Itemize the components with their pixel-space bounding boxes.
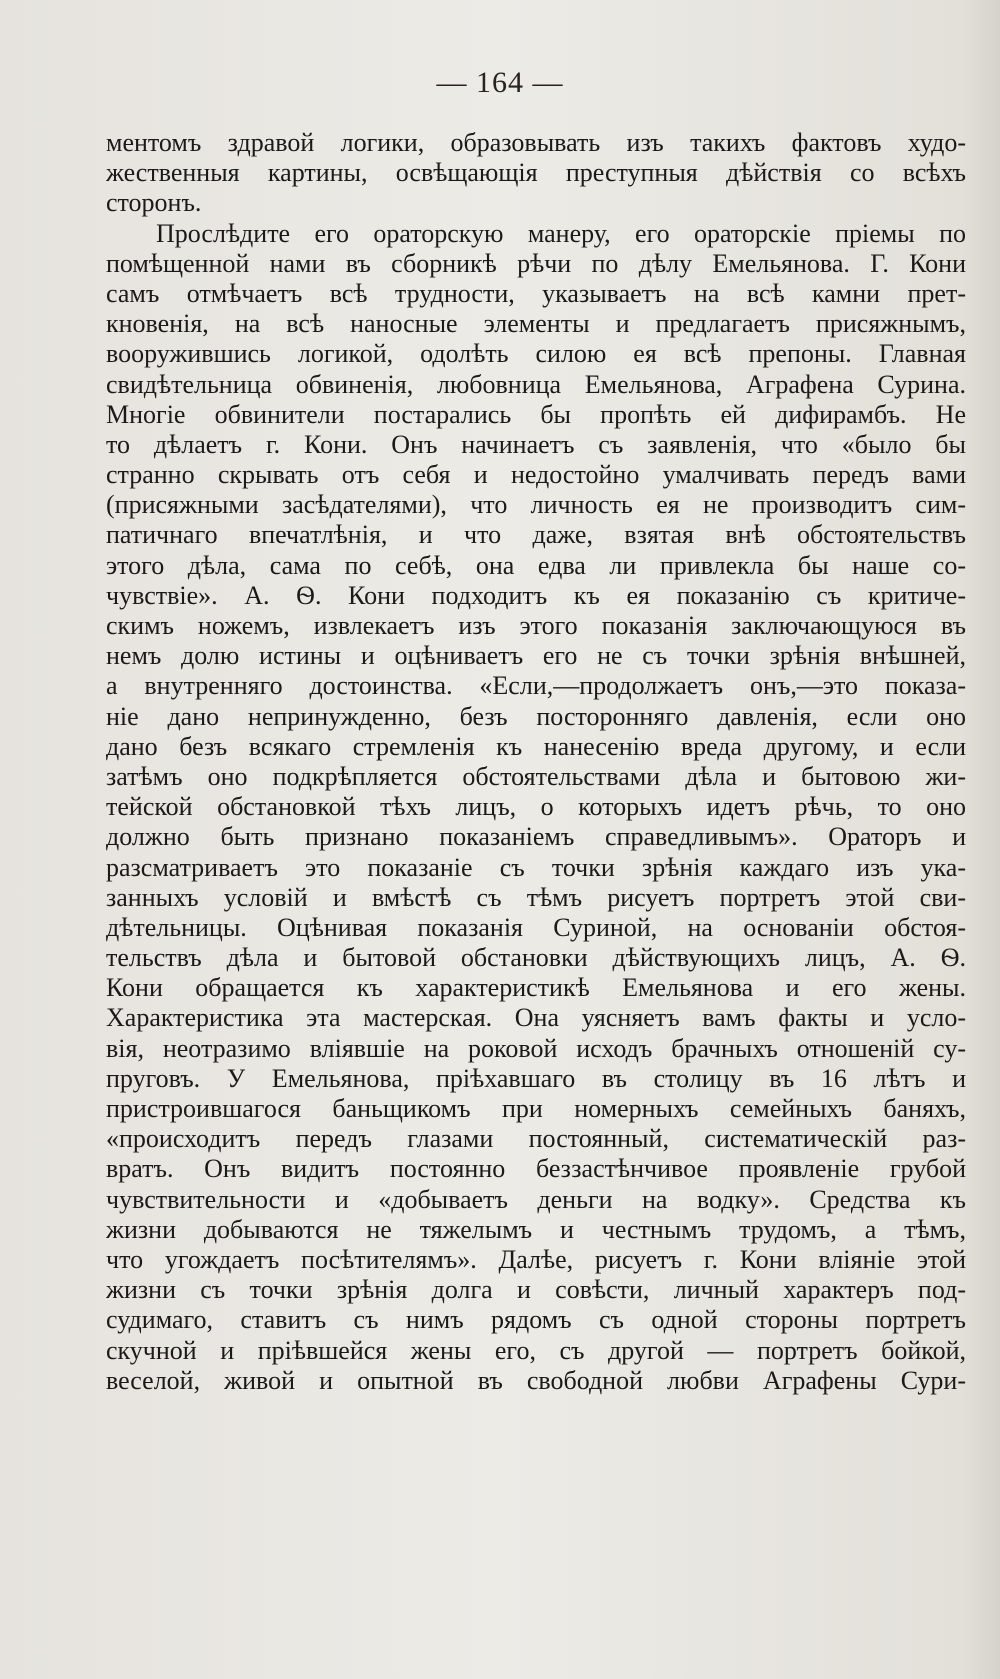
- text-line: кновенія, на всѣ наносные элементы и предлагаетъ присяжнымъ,: [106, 309, 966, 339]
- text-line: ментомъ здравой логики, образовывать изъ такихъ фактовъ худо-: [106, 128, 966, 157]
- text-line: судимаго, ставитъ съ нимъ рядомъ съ одной стороны портретъ: [106, 1305, 966, 1335]
- text-line: а внутренняго достоинства. «Если,—продолжаетъ онъ,—это показа-: [106, 671, 966, 701]
- text-line: немъ долю истины и оцѣниваетъ его не съ точки зрѣнія внѣшней,: [106, 641, 966, 671]
- text-line: занныхъ условій и вмѣстѣ съ тѣмъ рисуетъ портретъ этой сви-: [106, 882, 966, 912]
- text-line: Прослѣдите его ораторскую манеру, его ораторскіе пріемы по: [156, 218, 966, 248]
- text-line: должно быть признано показаніемъ справедливымъ». Ораторъ и: [106, 822, 966, 852]
- text-line: патичнаго впечатлѣнія, и что даже, взятая внѣ обстоятельствъ: [106, 520, 966, 550]
- text-line: затѣмъ оно подкрѣпляется обстоятельствами дѣла и бытовою жи-: [106, 761, 966, 791]
- text-line: чувствительности и «добываетъ деньги на водку». Средства къ: [106, 1184, 966, 1214]
- text-line: дано безъ всякаго стремленія къ нанесенію вреда другому, и если: [106, 731, 966, 761]
- body-text: [106, 128, 966, 1396]
- text-line: (присяжными засѣдателями), что личность ея не производитъ сим-: [106, 490, 966, 520]
- text-line: пристроившагося баньщикомъ при номерныхъ семейныхъ баняхъ,: [106, 1094, 966, 1123]
- text-line: пруговъ. У Емельянова, пріѣхавшаго въ столицу въ 16 лѣтъ и: [106, 1063, 966, 1093]
- text-line: сторонъ.: [106, 188, 202, 218]
- text-line: помѣщенной нами въ сборникѣ рѣчи по дѣлу Емельянова. Г. Кони: [106, 248, 966, 278]
- text-line: самъ отмѣчаетъ всѣ трудности, указываетъ на всѣ камни прет-: [106, 278, 966, 308]
- text-line: вія, неотразимо вліявшіе на роковой исходъ брачныхъ отношеній су-: [106, 1033, 966, 1063]
- text-line: тейской обстановкой тѣхъ лицъ, о которыхъ идетъ рѣчь, то оно: [106, 792, 966, 822]
- text-line: жизни съ точки зрѣнія долга и совѣсти, личный характеръ под-: [106, 1275, 966, 1305]
- text-line: этого дѣла, сама по себѣ, она едва ли привлекла бы наше со-: [106, 550, 966, 580]
- text-line: вратъ. Онъ видитъ постоянно беззастѣнчивое проявленіе грубой: [106, 1154, 966, 1184]
- page-number: — 164 —: [436, 66, 564, 99]
- text-line: что угождаетъ посѣтителямъ». Далѣе, рисуетъ г. Кони вліяніе этой: [106, 1244, 966, 1274]
- text-line: жизни добываются не тяжелымъ и честнымъ трудомъ, а тѣмъ,: [106, 1214, 966, 1244]
- text-line: Характеристика эта мастерская. Она уясняетъ вамъ факты и усло-: [106, 1003, 966, 1033]
- text-line: то дѣлаетъ г. Кони. Онъ начинаетъ съ заявленія, что «было бы: [106, 429, 966, 459]
- text-line: Многіе обвинители постарались бы пропѣть ей дифирамбъ. Не: [106, 399, 966, 429]
- text-line: скучной и пріѣвшейся жены его, съ другой — портретъ бойкой,: [106, 1335, 966, 1365]
- text-line: скимъ ножемъ, извлекаетъ изъ этого показанія заключающуюся въ: [106, 611, 966, 640]
- text-line: тельствъ дѣла и бытовой обстановки дѣйствующихъ лицъ, А. Ѳ.: [106, 943, 966, 973]
- text-line: веселой, живой и опытной въ свободной любви Аграфены Сури-: [106, 1365, 966, 1395]
- text-line: разсматриваетъ это показаніе съ точки зрѣнія каждаго изъ ука-: [106, 852, 966, 882]
- text-line: «происходитъ передъ глазами постоянный, систематическій раз-: [106, 1124, 966, 1154]
- text-line: чувствіе». А. Ѳ. Кони подходитъ къ ея показанію съ критиче-: [106, 580, 966, 610]
- text-line: странно скрывать отъ себя и недостойно умалчивать передъ вами: [106, 460, 966, 490]
- text-line: вооружившись логикой, одолѣть силою ея всѣ препоны. Главная: [106, 339, 966, 369]
- text-line: дѣтельницы. Оцѣнивая показанія Суриной, на основаніи обстоя-: [106, 912, 966, 942]
- text-line: ніе дано непринужденно, безъ посторонняго давленія, если оно: [106, 701, 966, 731]
- text-line: жественныя картины, освѣщающія преступныя дѣйствія со всѣхъ: [106, 158, 966, 188]
- text-line: свидѣтельница обвиненія, любовница Емельянова, Аграфена Сурина.: [106, 369, 966, 399]
- text-line: Кони обращается къ характеристикѣ Емельянова и его жены.: [106, 973, 966, 1003]
